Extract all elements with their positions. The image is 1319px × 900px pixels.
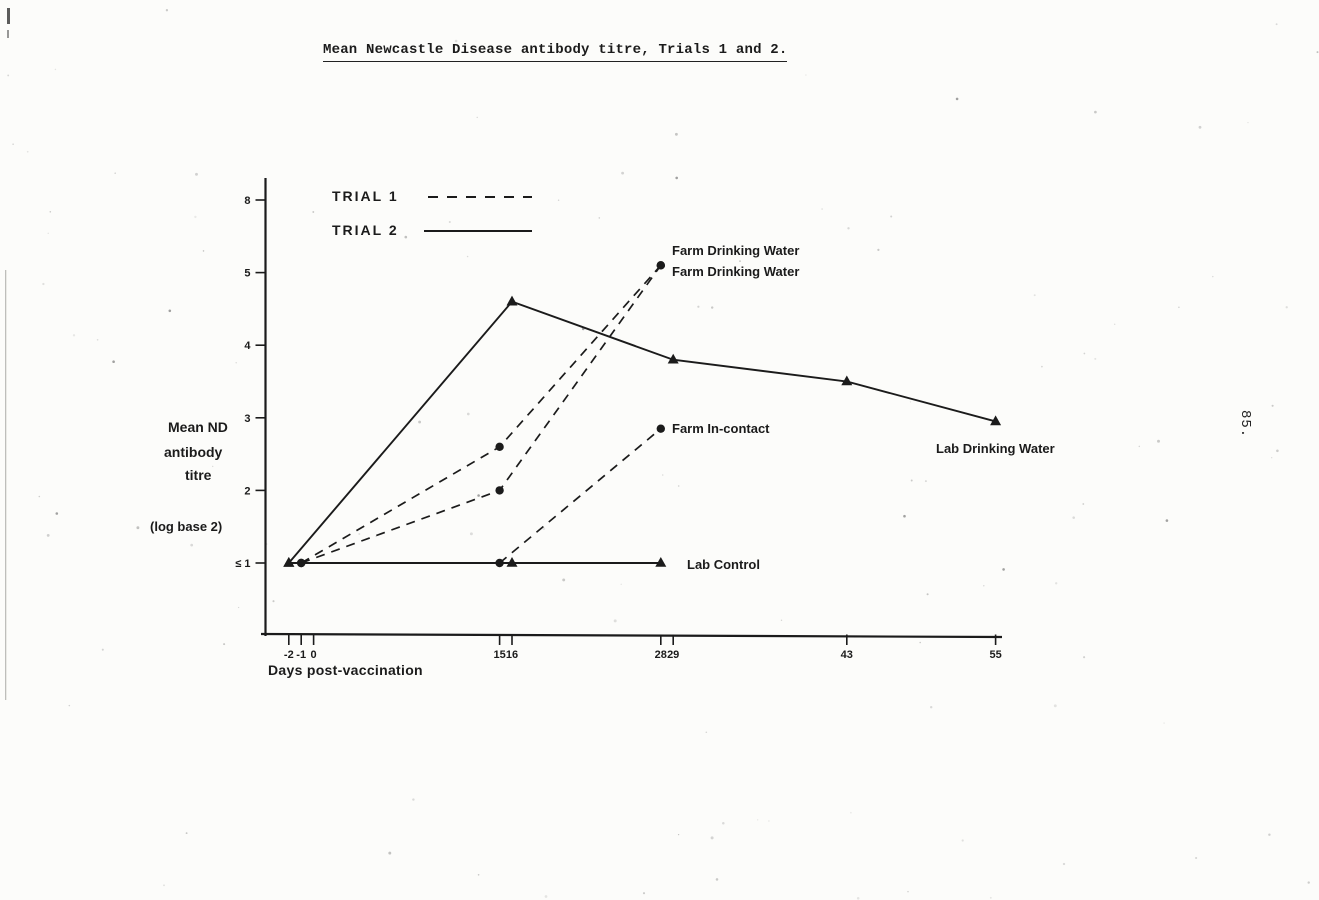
page-number: 85. [1237,410,1253,439]
series-label-lab-drinking-water: Lab Drinking Water [936,441,1055,456]
series-label-farm-drinking-water-2: Farm Drinking Water [672,264,800,279]
svg-text:-1: -1 [296,649,307,661]
svg-text:29: 29 [667,649,680,661]
series-label-farm-drinking-water-1: Farm Drinking Water [672,243,800,258]
svg-text:0: 0 [310,649,317,661]
series-label-lab-control: Lab Control [687,557,760,572]
y-axis-title-line-3: titre [185,467,212,483]
y-axis-title-line-2: antibody [164,444,223,460]
svg-text:43: 43 [840,649,853,661]
svg-text:4: 4 [244,340,251,353]
series-label-farm-in-contact: Farm In-contact [672,421,770,436]
x-axis-title: Days post-vaccination [268,662,423,678]
svg-text:3: 3 [244,412,251,425]
y-axis-title-line-1: Mean ND [168,419,228,435]
svg-text:28: 28 [654,649,667,661]
svg-text:2: 2 [244,485,251,498]
svg-text:15: 15 [493,649,506,661]
svg-text:16: 16 [505,649,519,661]
y-axis-scale-note: (log base 2) [150,519,223,534]
svg-text:≤ 1: ≤ 1 [235,558,251,570]
svg-text:5: 5 [244,267,251,280]
svg-text:55: 55 [989,649,1002,661]
figure-title: Mean Newcastle Disease antibody titre, Trials 1 and 2. [323,42,787,62]
svg-text:-2: -2 [283,649,294,661]
legend-trial-2-label: TRIAL 2 [332,222,399,238]
legend-trial-1-label: TRIAL 1 [332,188,399,204]
svg-text:8: 8 [244,195,251,207]
